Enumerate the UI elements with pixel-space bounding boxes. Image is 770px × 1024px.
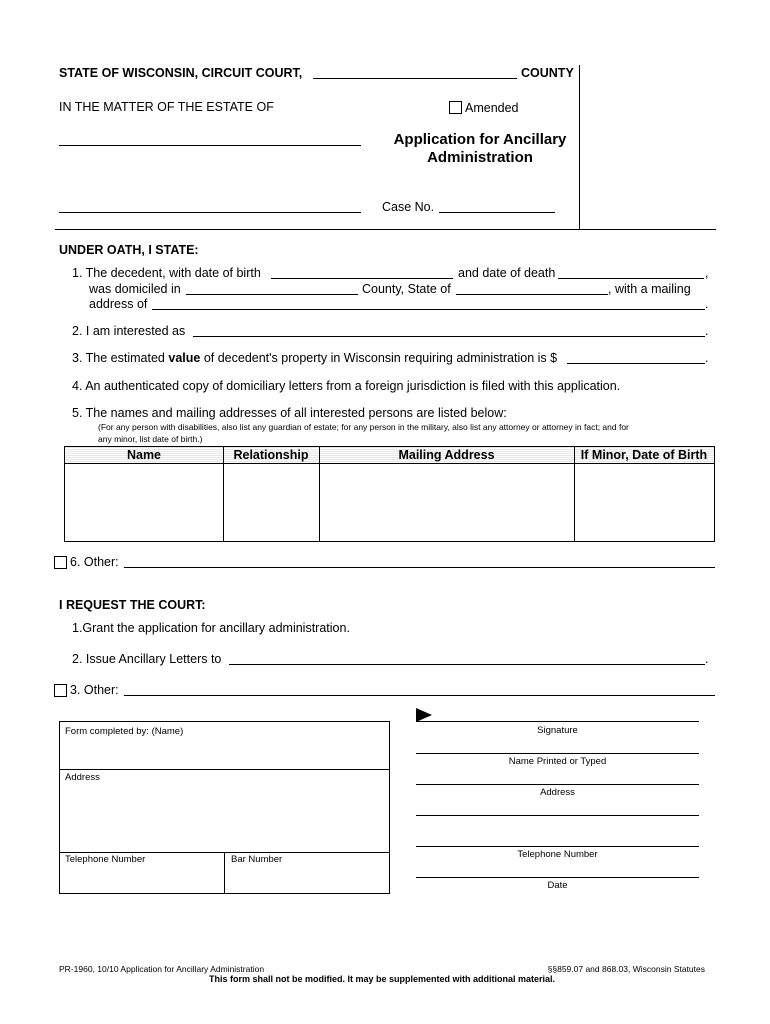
other-3-field[interactable] [124, 695, 715, 696]
court-prefix: STATE OF WISCONSIN, CIRCUIT COURT, [59, 66, 303, 80]
footer-form-id: PR-1960, 10/10 Application for Ancillary Administration [59, 964, 265, 974]
form-title [380, 131, 580, 167]
item5-note-2: any minor, list date of birth.) [98, 434, 203, 444]
item3-text-a: 3. The estimated [72, 351, 165, 365]
completed-name-field[interactable] [60, 738, 389, 768]
property-value-field[interactable] [567, 363, 705, 364]
signature-field[interactable] [416, 721, 699, 722]
request-item2: 2. Issue Ancillary Letters to [72, 652, 222, 666]
name-printed-field[interactable] [416, 753, 699, 754]
amended-checkbox[interactable] [449, 101, 462, 114]
date-field[interactable] [416, 877, 699, 878]
letters-to-field[interactable] [229, 664, 705, 665]
county-field[interactable] [313, 78, 517, 79]
other-6-field[interactable] [124, 567, 715, 568]
request-item3: 3. Other: [70, 683, 119, 697]
item4-text: 4. An authenticated copy of domiciliary letters from a foreign jurisdiction is filed with this application. [72, 379, 621, 393]
birth-date-field[interactable] [271, 278, 453, 279]
signer-phone-label: Telephone Number [517, 849, 598, 860]
item3-text-b: value [168, 351, 201, 365]
item3-text-c: of decedent's property in Wisconsin requiring administration is $ [203, 351, 558, 365]
table-cell-relationship[interactable] [224, 464, 319, 541]
footer-notice: This form shall not be modified. It may be supplemented with additional material. [208, 974, 556, 984]
completed-bar-label: Bar Number [231, 854, 283, 865]
table-cell-minor-dob[interactable] [575, 464, 714, 541]
request-item2-end: . [705, 652, 709, 666]
item1-text-b: and date of death [458, 266, 556, 280]
item3-text [72, 351, 557, 365]
form-title-line2: Administration [427, 149, 533, 166]
item1-text-e: County, State of [362, 282, 451, 296]
domicile-county-field[interactable] [186, 294, 358, 295]
item5-text: 5. The names and mailing addresses of all interested persons are listed below: [72, 406, 507, 420]
signer-address-field-2[interactable] [416, 815, 699, 816]
item2-end: . [705, 324, 709, 338]
amended-label: Amended [465, 101, 519, 115]
item1-text-f: , with a mailing [608, 282, 691, 296]
header-bottom-border [55, 229, 716, 230]
footer-statutes: §§859.07 and 868.03, Wisconsin Statutes [547, 964, 705, 974]
box-divider [60, 769, 389, 770]
item1-text-d: was domiciled in [89, 282, 181, 296]
signer-address-field[interactable] [416, 784, 699, 785]
completed-address-field[interactable] [60, 784, 389, 851]
completed-bar-field[interactable] [225, 867, 389, 893]
persons-table [64, 446, 715, 542]
item2-text: 2. I am interested as [72, 324, 186, 338]
item6-text: 6. Other: [70, 555, 119, 569]
col-header-minor-dob: If Minor, Date of Birth [580, 448, 708, 462]
other-6-checkbox[interactable] [54, 556, 67, 569]
mailing-address-field[interactable] [152, 309, 705, 310]
name-printed-label: Name Printed or Typed [508, 756, 607, 767]
domicile-state-field[interactable] [456, 294, 608, 295]
signer-phone-field[interactable] [416, 846, 699, 847]
estate-name-field-2[interactable] [59, 212, 361, 213]
county-label: COUNTY [521, 66, 574, 80]
col-header-mailing-address: Mailing Address [398, 448, 495, 462]
completed-address-label: Address [65, 772, 100, 783]
case-no-field[interactable] [439, 212, 555, 213]
item1-text-h: . [705, 297, 709, 311]
item1-text-a: 1. The decedent, with date of birth [72, 266, 261, 280]
case-no-label: Case No. [382, 200, 435, 214]
completed-phone-label: Telephone Number [65, 854, 146, 865]
request-item1: 1.Grant the application for ancillary administration. [72, 621, 350, 635]
oath-heading: UNDER OATH, I STATE: [59, 243, 199, 257]
completed-phone-field[interactable] [60, 867, 223, 893]
death-date-field[interactable] [558, 278, 704, 279]
item1-text-c: , [705, 266, 709, 280]
request-heading: I REQUEST THE COURT: [59, 598, 206, 612]
table-cell-mailing-address[interactable] [320, 464, 574, 541]
table-cell-name[interactable] [65, 464, 223, 541]
form-title-line1: Application for Ancillary [393, 131, 567, 148]
completed-name-label: Form completed by: (Name) [65, 726, 184, 737]
other-3-checkbox[interactable] [54, 684, 67, 697]
col-header-name: Name [126, 448, 162, 462]
sign-here-arrow-icon [416, 708, 432, 722]
interested-as-field[interactable] [193, 336, 705, 337]
completed-by-box [59, 721, 390, 894]
item3-end: . [705, 351, 709, 365]
estate-label: IN THE MATTER OF THE ESTATE OF [59, 100, 274, 114]
item5-note-1: (For any person with disabilities, also list any guardian of estate; for any person in the military, also list any attorney or attorney in fact; and for [98, 422, 629, 432]
date-label: Date [547, 880, 568, 891]
signer-address-label: Address [540, 787, 575, 798]
estate-name-field[interactable] [59, 145, 361, 146]
signature-label: Signature [537, 725, 578, 736]
item1-text-g: address of [89, 297, 148, 311]
col-header-relationship: Relationship [233, 448, 309, 462]
